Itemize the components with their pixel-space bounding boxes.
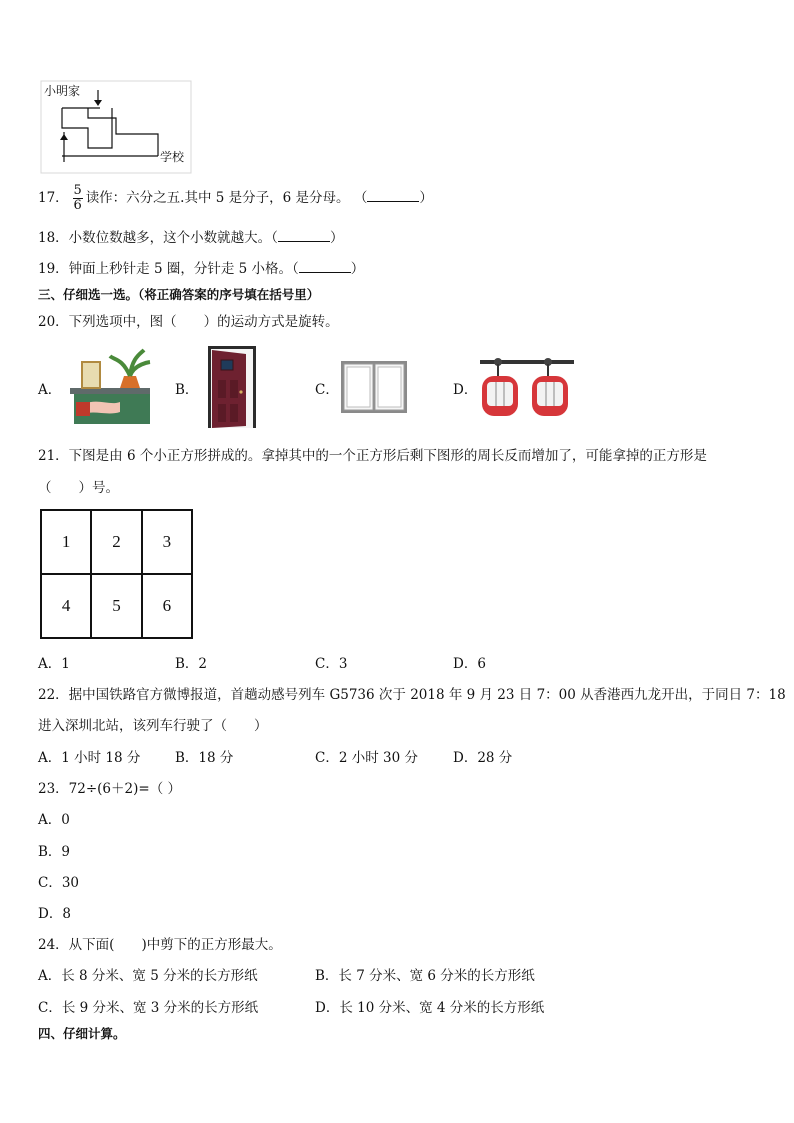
q20-option-b[interactable]: B．: [175, 382, 199, 398]
q23-option-c[interactable]: C．30: [38, 875, 80, 891]
q21-option-a[interactable]: A．1: [38, 656, 70, 672]
q23-option-a[interactable]: A．0: [38, 812, 70, 828]
q24-option-b[interactable]: B．长 7 分米、宽 6 分米的长方形纸: [315, 968, 535, 984]
route-figure: [40, 80, 192, 174]
q23-option-b[interactable]: B．9: [38, 844, 71, 860]
grid-square-2: 2: [91, 510, 141, 574]
q24-option-c[interactable]: C．长 9 分米、宽 3 分米的长方形纸: [38, 1000, 259, 1016]
question-20-stem: 20．下列选项中，图（ ）的运动方式是旋转。: [38, 314, 339, 330]
cable-car-icon: [478, 356, 576, 420]
q22-option-b[interactable]: B．18 分: [175, 750, 234, 766]
answer-blank-18[interactable]: [278, 229, 330, 242]
window-icon: [340, 360, 408, 414]
home-label: 小明家: [44, 84, 81, 98]
question-18: 18．小数位数越多，这个小数就越大。（ ）: [38, 230, 344, 246]
question-24-stem: 24．从下面( )中剪下的正方形最大。: [38, 937, 282, 953]
grid-square-3: 3: [142, 510, 192, 574]
question-21-stem-1: 21．下图是由 6 个小正方形拼成的。拿掉其中的一个正方形后剩下图形的周长反而增加了，可能拿掉的正方形是: [38, 448, 707, 464]
grid-square-6: 6: [142, 574, 192, 638]
answer-blank-19[interactable]: [299, 260, 351, 273]
school-label: 学校: [160, 150, 185, 164]
door-icon: [208, 346, 256, 428]
six-square-grid: [40, 509, 193, 639]
answer-blank-17[interactable]: [367, 189, 419, 202]
q24-option-d[interactable]: D．长 10 分米、宽 4 分米的长方形纸: [315, 1000, 545, 1016]
grid-square-4: 4: [41, 574, 91, 638]
section-3-heading: 三、仔细选一选。（将正确答案的序号填在括号里）: [38, 287, 320, 302]
q23-option-d[interactable]: D．8: [38, 906, 71, 922]
q22-option-c[interactable]: C．2 小时 30 分: [315, 750, 418, 766]
question-17: 17． $\frac{5}{6}$ 读作：六分之五.其中 5 是分子，6 是分母。 （ ）: [38, 183, 433, 213]
q24-option-a[interactable]: A．长 8 分米、宽 5 分米的长方形纸: [38, 968, 258, 984]
section-4-heading: 四、仔细计算。: [38, 1026, 126, 1041]
q22-option-a[interactable]: A．1 小时 18 分: [38, 750, 141, 766]
q20-option-a[interactable]: A．: [38, 382, 62, 398]
question-22-stem-1: 22．据中国铁路官方微博报道，首趟动感号列车 G5736 次于 2018 年 9 月 23 日 7：00 从香港西九龙开出，于同日 7：18: [38, 687, 786, 703]
question-19: 19．钟面上秒针走 5 圈，分针走 5 小格。（ ）: [38, 261, 365, 277]
q20-option-d[interactable]: D．: [453, 382, 478, 398]
q22-option-d[interactable]: D．28 分: [453, 750, 513, 766]
question-21-stem-2: （ ）号。: [38, 480, 119, 496]
grid-square-5: 5: [91, 574, 141, 638]
fraction-five-sixths: $\frac{5}{6}$: [73, 183, 82, 213]
q20-option-c[interactable]: C．: [315, 382, 339, 398]
q21-option-b[interactable]: B．2: [175, 656, 208, 672]
grid-square-1: 1: [41, 510, 91, 574]
q21-option-c[interactable]: C．3: [315, 656, 348, 672]
question-22-stem-2: 进入深圳北站，该列车行驶了（ ）: [38, 718, 268, 734]
picture-frame-shelf-icon: [70, 348, 152, 424]
question-23-stem: 23．72÷(6＋2)=（ ）: [38, 781, 181, 797]
q21-option-d[interactable]: D．6: [453, 656, 486, 672]
